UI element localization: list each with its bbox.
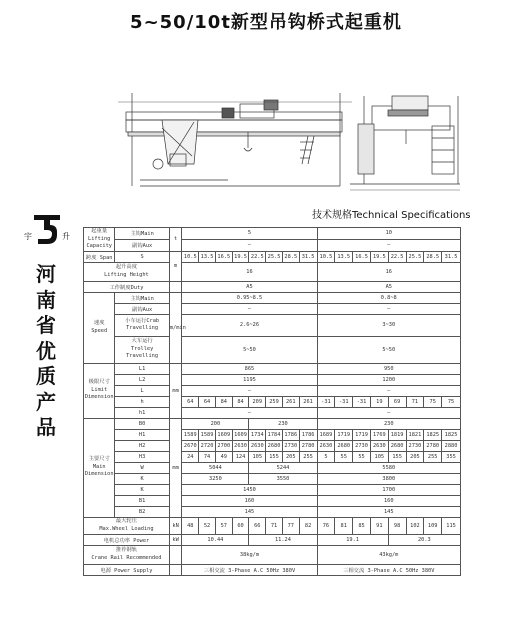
table-cell: 工作制度Duty bbox=[84, 281, 170, 292]
table-cell: 81 bbox=[335, 517, 353, 534]
company-logo bbox=[24, 213, 70, 247]
table-cell: 2720 bbox=[199, 440, 216, 451]
table-row bbox=[84, 262, 461, 281]
table-row bbox=[84, 363, 461, 374]
table-cell: 2730 bbox=[282, 440, 299, 451]
cell-line: 小车运行Crab bbox=[125, 317, 160, 324]
table-cell: mm bbox=[169, 363, 182, 418]
table-row bbox=[84, 418, 461, 429]
table-cell: mm bbox=[169, 418, 182, 517]
table-cell: 主钩Main bbox=[115, 292, 169, 303]
table-cell: 105 bbox=[370, 451, 388, 462]
cell-line: 速度 bbox=[93, 320, 105, 326]
table-cell: 160 bbox=[182, 495, 317, 506]
table-cell: 84 bbox=[215, 396, 232, 407]
cell-line: Limit bbox=[91, 386, 108, 393]
table-cell: — bbox=[182, 407, 317, 418]
slogan-char: 质 bbox=[36, 364, 56, 388]
table-cell: 200 bbox=[182, 418, 249, 429]
table-cell: 1609 bbox=[215, 429, 232, 440]
table-cell: 1819 bbox=[388, 429, 406, 440]
table-cell: 5 bbox=[317, 451, 335, 462]
table-cell: 25.5 bbox=[406, 251, 424, 262]
crane-drawing bbox=[88, 82, 460, 200]
table-cell: 84 bbox=[232, 396, 249, 407]
table-cell: 145 bbox=[317, 506, 460, 517]
table-cell: 25.5 bbox=[266, 251, 283, 262]
table-row bbox=[84, 281, 461, 292]
table-cell: 91 bbox=[370, 517, 388, 534]
table-cell: 19.5 bbox=[232, 251, 249, 262]
table-cell: 69 bbox=[388, 396, 406, 407]
table-cell: 三相交流 3-Phase A.C 50Hz 380V bbox=[317, 564, 460, 575]
table-cell: 5044 bbox=[182, 462, 249, 473]
slogan-char: 南 bbox=[36, 287, 56, 312]
table-cell: h1 bbox=[115, 407, 169, 418]
cell-line: 主要尺寸 bbox=[88, 456, 110, 463]
table-cell: — bbox=[317, 407, 460, 418]
table-cell: 1609 bbox=[232, 429, 249, 440]
table-cell: 1719 bbox=[335, 429, 353, 440]
table-row bbox=[84, 564, 461, 575]
table-cell: 28.5 bbox=[424, 251, 442, 262]
table-row bbox=[84, 451, 461, 462]
cell-line: 极限尺寸 bbox=[88, 379, 110, 386]
cell-line: 起升高度 bbox=[115, 264, 138, 270]
table-cell: 77 bbox=[282, 517, 299, 534]
cell-line: Lifting bbox=[88, 235, 111, 242]
cell-line: 起重量 bbox=[91, 228, 108, 234]
table-cell: 5580 bbox=[317, 462, 460, 473]
table-cell: 205 bbox=[406, 451, 424, 462]
table-cell: 16 bbox=[317, 262, 460, 281]
table-row bbox=[84, 228, 461, 240]
table-cell: 2730 bbox=[353, 440, 371, 451]
table-cell: H1 bbox=[115, 429, 169, 440]
svg-text:升: 升 bbox=[62, 232, 70, 241]
table-cell: -31 bbox=[335, 396, 353, 407]
table-cell: m bbox=[169, 251, 182, 281]
table-cell: — bbox=[182, 303, 317, 314]
table-row bbox=[84, 314, 461, 336]
table-cell: 2630 bbox=[317, 440, 335, 451]
cell-line: Lifting Height bbox=[104, 271, 149, 278]
cell-line: Crane Rail Recommended bbox=[91, 554, 162, 561]
table-row bbox=[84, 545, 461, 564]
table-row bbox=[84, 385, 461, 396]
table-cell: 1700 bbox=[317, 484, 460, 495]
table-row bbox=[84, 374, 461, 385]
table-row bbox=[84, 407, 461, 418]
table-cell: 71 bbox=[406, 396, 424, 407]
table-cell: 160 bbox=[317, 495, 460, 506]
table-cell: 124 bbox=[232, 451, 249, 462]
table-cell: S bbox=[115, 251, 169, 262]
table-cell: 28.5 bbox=[282, 251, 299, 262]
table-cell: 55 bbox=[335, 451, 353, 462]
cell-line: Dimension bbox=[84, 394, 114, 401]
table-cell: 155 bbox=[266, 451, 283, 462]
table-cell: 1821 bbox=[406, 429, 424, 440]
table-cell: 57 bbox=[215, 517, 232, 534]
spec-heading: 技术规格Technical Specifications bbox=[312, 210, 471, 221]
table-cell: 1719 bbox=[353, 429, 371, 440]
table-cell: 64 bbox=[199, 396, 216, 407]
table-cell: m/min bbox=[169, 292, 182, 363]
table-cell: 2630 bbox=[249, 440, 266, 451]
table-cell bbox=[169, 564, 182, 575]
table-cell: K bbox=[115, 484, 169, 495]
table-cell: 三相交流 3-Phase A.C 50Hz 380V bbox=[182, 564, 317, 575]
table-cell: 48 bbox=[182, 517, 199, 534]
table-cell: 0.95~8.5 bbox=[182, 292, 317, 303]
table-cell: 75 bbox=[442, 396, 461, 407]
table-cell: 82 bbox=[299, 517, 317, 534]
table-cell: 16.5 bbox=[353, 251, 371, 262]
cell-line: Speed bbox=[91, 327, 108, 334]
table-cell: 22.5 bbox=[388, 251, 406, 262]
table-cell: 60 bbox=[232, 517, 249, 534]
table-cell: 261 bbox=[299, 396, 317, 407]
table-row bbox=[84, 396, 461, 407]
table-cell: 55 bbox=[353, 451, 371, 462]
table-cell: 1589 bbox=[182, 429, 199, 440]
table-cell: — bbox=[317, 239, 460, 251]
table-cell: — bbox=[182, 385, 317, 396]
table-cell: 102 bbox=[406, 517, 424, 534]
table-cell: 261 bbox=[282, 396, 299, 407]
table-cell bbox=[115, 336, 169, 363]
table-cell: 74 bbox=[199, 451, 216, 462]
table-cell: 10.5 bbox=[317, 251, 335, 262]
cell-line: Main bbox=[92, 463, 106, 470]
table-cell: 71 bbox=[266, 517, 283, 534]
table-cell: 副钩Aux bbox=[115, 239, 169, 251]
table-cell: 3550 bbox=[249, 473, 317, 484]
table-cell: 1769 bbox=[370, 429, 388, 440]
page-title: 5~50/10t新型吊钩桥式起重机 bbox=[130, 12, 402, 33]
table-cell bbox=[169, 281, 182, 292]
table-cell: 22.5 bbox=[249, 251, 266, 262]
table-cell: 2670 bbox=[182, 440, 199, 451]
table-cell: 1825 bbox=[442, 429, 461, 440]
table-cell: 209 bbox=[249, 396, 266, 407]
table-cell: 950 bbox=[317, 363, 460, 374]
table-cell: L1 bbox=[115, 363, 169, 374]
slogan-char: 省 bbox=[36, 313, 56, 337]
table-cell: 145 bbox=[182, 506, 317, 517]
main-dimension-label bbox=[84, 418, 115, 517]
table-cell: — bbox=[317, 303, 460, 314]
table-cell: 副钩Aux bbox=[115, 303, 169, 314]
table-cell: 跨度 Span bbox=[84, 251, 115, 262]
table-cell: 2700 bbox=[215, 440, 232, 451]
table-cell: 259 bbox=[266, 396, 283, 407]
table-cell: H2 bbox=[115, 440, 169, 451]
table-cell: 2680 bbox=[335, 440, 353, 451]
table-cell: 43kg/m bbox=[317, 545, 460, 564]
spec-table-body bbox=[84, 228, 461, 576]
table-cell: 1450 bbox=[182, 484, 317, 495]
table-cell: kW bbox=[169, 534, 182, 545]
table-cell: 1734 bbox=[249, 429, 266, 440]
table-cell: 31.5 bbox=[442, 251, 461, 262]
table-cell: 主钩Main bbox=[115, 228, 169, 240]
table-cell: h bbox=[115, 396, 169, 407]
table-cell: -31 bbox=[353, 396, 371, 407]
table-cell: 2680 bbox=[388, 440, 406, 451]
table-cell: B0 bbox=[115, 418, 169, 429]
table-cell: 865 bbox=[182, 363, 317, 374]
table-cell: 105 bbox=[249, 451, 266, 462]
table-cell: L2 bbox=[115, 374, 169, 385]
table-cell: 13.5 bbox=[199, 251, 216, 262]
table-cell: 1200 bbox=[317, 374, 460, 385]
side-slogan bbox=[33, 262, 59, 441]
svg-text:宇: 宇 bbox=[24, 232, 32, 241]
table-cell: 5 bbox=[182, 228, 317, 240]
table-cell: 2780 bbox=[424, 440, 442, 451]
table-cell: 230 bbox=[249, 418, 317, 429]
table-cell: 2680 bbox=[266, 440, 283, 451]
table-cell: 2.6~26 bbox=[182, 314, 317, 336]
table-cell: 16.5 bbox=[215, 251, 232, 262]
table-cell: H3 bbox=[115, 451, 169, 462]
table-cell: 49 bbox=[215, 451, 232, 462]
table-cell: 1786 bbox=[299, 429, 317, 440]
table-cell: L bbox=[115, 385, 169, 396]
table-cell: 13.5 bbox=[335, 251, 353, 262]
table-cell: 64 bbox=[182, 396, 199, 407]
table-cell: 5~50 bbox=[317, 336, 460, 363]
table-cell: t bbox=[169, 228, 182, 252]
table-cell: 11.24 bbox=[249, 534, 317, 545]
table-cell: 85 bbox=[353, 517, 371, 534]
table-cell: 16 bbox=[182, 262, 317, 281]
table-cell: 2730 bbox=[406, 440, 424, 451]
slogan-char: 优 bbox=[36, 338, 56, 363]
table-cell: 76 bbox=[317, 517, 335, 534]
table-cell: A5 bbox=[317, 281, 460, 292]
table-cell: W bbox=[115, 462, 169, 473]
table-cell: 1195 bbox=[182, 374, 317, 385]
cell-line: Capacity bbox=[86, 243, 112, 249]
table-row bbox=[84, 462, 461, 473]
table-cell: B2 bbox=[115, 506, 169, 517]
table-cell: 2630 bbox=[232, 440, 249, 451]
table-cell: 115 bbox=[442, 517, 461, 534]
table-cell: 电源 Power Supply bbox=[84, 564, 170, 575]
table-cell: 电机总功率 Power bbox=[84, 534, 170, 545]
slogan-char: 产 bbox=[36, 389, 56, 414]
table-cell: 205 bbox=[282, 451, 299, 462]
table-row bbox=[84, 336, 461, 363]
table-cell bbox=[169, 545, 182, 564]
table-cell: 1589 bbox=[199, 429, 216, 440]
table-row bbox=[84, 239, 461, 251]
table-row bbox=[84, 484, 461, 495]
table-cell: 98 bbox=[388, 517, 406, 534]
table-cell: — bbox=[317, 385, 460, 396]
table-cell: 19.1 bbox=[317, 534, 388, 545]
table-cell: 66 bbox=[249, 517, 266, 534]
table-cell: 155 bbox=[388, 451, 406, 462]
slogan-char: 河 bbox=[36, 262, 56, 286]
table-cell: kN bbox=[169, 517, 182, 534]
cell-line: Travelling bbox=[126, 353, 159, 360]
table-cell: 38kg/m bbox=[182, 545, 317, 564]
table-cell: 1825 bbox=[424, 429, 442, 440]
table-cell: 1784 bbox=[266, 429, 283, 440]
table-row bbox=[84, 506, 461, 517]
table-row bbox=[84, 292, 461, 303]
table-row bbox=[84, 495, 461, 506]
table-cell: 75 bbox=[424, 396, 442, 407]
table-row bbox=[84, 303, 461, 314]
speed-label bbox=[84, 292, 115, 363]
table-cell: 5~50 bbox=[182, 336, 317, 363]
table-cell: A5 bbox=[182, 281, 317, 292]
table-row bbox=[84, 440, 461, 451]
table-cell: 5244 bbox=[249, 462, 317, 473]
table-cell: 20.3 bbox=[388, 534, 460, 545]
cell-line: Travelling bbox=[126, 325, 159, 331]
table-cell: 109 bbox=[424, 517, 442, 534]
table-cell: -31 bbox=[317, 396, 335, 407]
table-cell: 19 bbox=[370, 396, 388, 407]
table-cell: 3800 bbox=[317, 473, 460, 484]
table-row bbox=[84, 517, 461, 534]
table-cell bbox=[84, 262, 170, 281]
table-row bbox=[84, 429, 461, 440]
table-cell: 1689 bbox=[317, 429, 335, 440]
table-cell: 230 bbox=[317, 418, 460, 429]
table-cell: 1786 bbox=[282, 429, 299, 440]
table-cell: 255 bbox=[424, 451, 442, 462]
lifting-capacity-label bbox=[84, 228, 115, 252]
table-cell: — bbox=[182, 239, 317, 251]
limit-dimension-label bbox=[84, 363, 115, 418]
table-row bbox=[84, 251, 461, 262]
table-cell: 0.8~8 bbox=[317, 292, 460, 303]
table-cell: 10 bbox=[317, 228, 460, 240]
table-cell: 3~30 bbox=[317, 314, 460, 336]
table-cell: 355 bbox=[442, 451, 461, 462]
table-cell: 10.44 bbox=[182, 534, 249, 545]
cell-line: 大车运行 bbox=[131, 338, 153, 345]
cell-line: 最大轮压 bbox=[115, 518, 138, 524]
table-cell: 2880 bbox=[442, 440, 461, 451]
table-cell bbox=[84, 545, 170, 564]
cell-line: Dimension bbox=[84, 471, 114, 478]
cell-line: 推荐钢轨 bbox=[115, 547, 138, 553]
table-cell: 24 bbox=[182, 451, 199, 462]
table-row bbox=[84, 473, 461, 484]
cell-line: Trolley bbox=[130, 345, 154, 352]
table-cell: 19.5 bbox=[370, 251, 388, 262]
table-cell: 255 bbox=[299, 451, 317, 462]
table-cell: B1 bbox=[115, 495, 169, 506]
cell-line: Max.Wheel Loading bbox=[99, 525, 154, 532]
table-cell: 2780 bbox=[299, 440, 317, 451]
slogan-char: 品 bbox=[36, 415, 56, 439]
table-cell bbox=[84, 517, 170, 534]
table-cell: 3250 bbox=[182, 473, 249, 484]
table-cell: 31.5 bbox=[299, 251, 317, 262]
table-cell bbox=[115, 314, 169, 336]
table-cell: K bbox=[115, 473, 169, 484]
table-cell: 52 bbox=[199, 517, 216, 534]
table-row bbox=[84, 534, 461, 545]
spec-table bbox=[83, 227, 461, 576]
table-cell: 10.5 bbox=[182, 251, 199, 262]
table-cell: 2630 bbox=[370, 440, 388, 451]
